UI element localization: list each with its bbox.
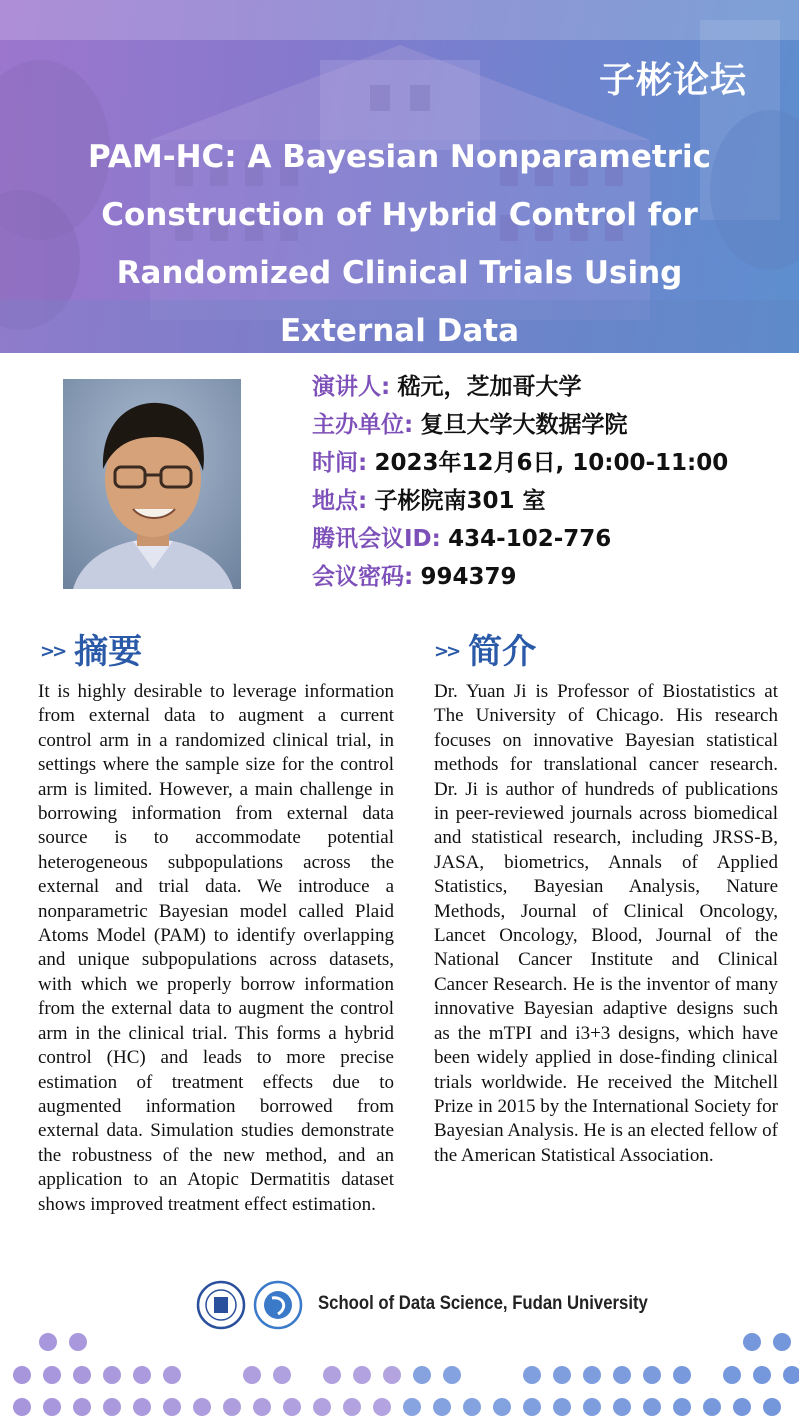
bio-heading-text: 简介 — [468, 632, 537, 672]
meeting-id-value: 434-102-776 — [448, 526, 612, 552]
time-label: 时间: — [312, 450, 368, 476]
university-logos — [196, 1280, 306, 1330]
host-label: 主办单位: — [312, 412, 414, 438]
abstract-heading-text: 摘要 — [74, 632, 143, 672]
abstract-heading — [40, 630, 142, 674]
talk-title-line: Randomized Clinical Trials Using — [116, 255, 683, 291]
meeting-id-label: 腾讯会议ID: — [312, 526, 441, 552]
speaker-row — [312, 368, 782, 406]
speaker-portrait — [63, 379, 241, 589]
time-row — [312, 444, 782, 482]
talk-title — [40, 128, 759, 353]
banner-top-stripe — [0, 0, 799, 40]
talk-title-line: External Data — [279, 313, 520, 349]
double-chevron-icon: >> — [434, 641, 459, 662]
time-value: 2023年12月6日, 10:00-11:00 — [374, 450, 729, 476]
host-value: 复旦大学大数据学院 — [420, 412, 628, 438]
double-chevron-icon: >> — [40, 641, 65, 662]
talk-title-line: PAM-HC: A Bayesian Nonparametric — [88, 139, 711, 175]
bio-text: Dr. Yuan Ji is Professor of Biostatistics at The University of Chicago. His research focuses on innovative Bayesian statistical methods for translational cancer research. Dr. Ji is author of hundreds of publications in peer-reviewed journals across biomedical and statistical research, including JRSS-B, JASA, biometrics, Annals of Applied Statistics, Bayesian Analysis, Nature Methods, Journal of Clinical Oncology, Lancet Oncology, Blood, Journal of the National Cancer Institute and Clinical Cancer Research. He is the inventor of many innovative Bayesian adaptive designs such as the mTPI and i3+3 designs, which have been widely applied in dose-finding clinical trials worldwide. He received the Mitchell Prize in 2015 by the International Society for Bayesian Analysis. He is an elected fellow of the American Statistical Association. — [434, 681, 779, 1166]
abstract-text: It is highly desirable to leverage information from external data to augment a current control arm in a randomized clinical trial, in settings where the sample size for the control arm is limited. However, a main challenge in borrowing information from external data source is to accommodate potential heterogeneous subpopulations across the external and trial data. We introduce a nonparametric Bayesian model called Plaid Atoms Model (PAM) to identify overlapping and unique subpopulations across datasets, with which we properly borrow information from the external data to augment the control arm in the clinical trial. This forms a hybrid control (HC) and leads to more precise estimation of treatment effects due to augmented information borrowed from external data. Simulation studies demonstrate the robustness of the new method, and an application to an Atopic Dermatitis dataset shows improved treatment effect estimation. — [38, 681, 394, 1215]
data-science-school-seal-icon — [255, 1282, 301, 1328]
host-row — [312, 406, 782, 444]
place-row — [312, 482, 782, 520]
speaker-label: 演讲人: — [312, 374, 391, 400]
password-label: 会议密码: — [312, 564, 414, 590]
meeting-id-row — [312, 520, 782, 558]
decorative-dot-pattern — [0, 1330, 799, 1422]
speaker-photo — [63, 379, 241, 589]
speaker-value: 嵇元，芝加哥大学 — [397, 374, 582, 400]
forum-name: 子彬论坛 — [598, 60, 747, 101]
password-value: 994379 — [420, 564, 517, 590]
password-row — [312, 558, 782, 596]
talk-title-line: Construction of Hybrid Control for — [101, 197, 698, 233]
event-info — [312, 368, 782, 596]
fudan-university-seal-icon — [198, 1282, 244, 1328]
bio-heading — [434, 630, 536, 674]
header-banner — [0, 0, 799, 353]
place-value: 子彬院南301 室 — [374, 488, 546, 514]
place-label: 地点: — [312, 488, 368, 514]
school-name: School of Data Science, Fudan University — [318, 1293, 648, 1314]
